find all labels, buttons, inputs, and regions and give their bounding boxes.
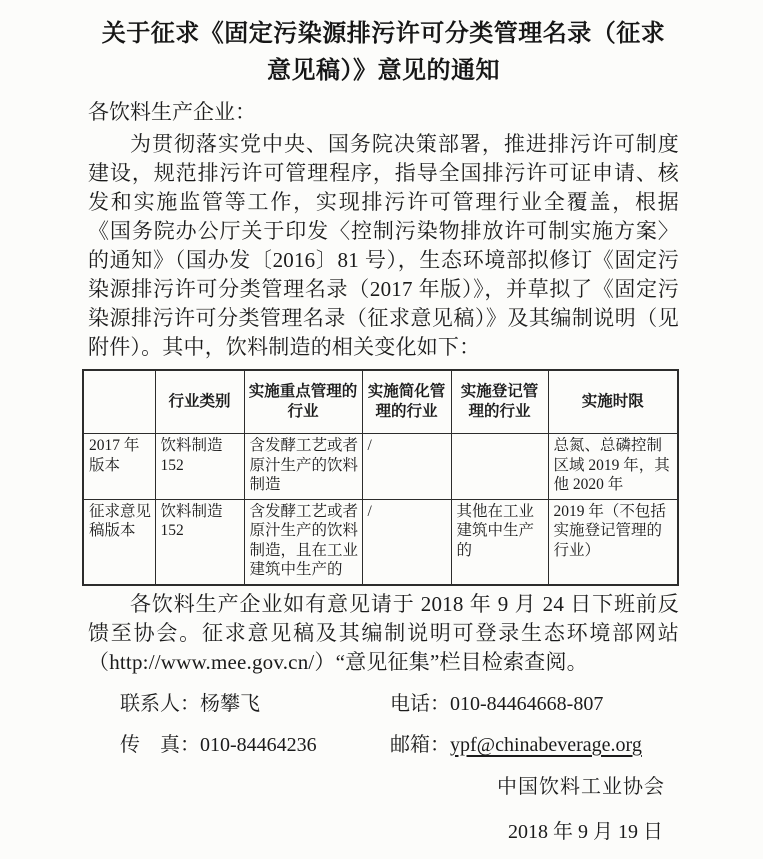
table-row [83, 434, 678, 500]
table-cell: 含发酵工艺或者原汁生产的饮料制造 [244, 434, 362, 500]
contact-fax [120, 731, 390, 759]
contact-fax-value: 010-84464236 [200, 733, 317, 756]
contact-info [88, 690, 679, 759]
table-header-row [83, 370, 678, 434]
contact-person [120, 690, 390, 718]
salutation: 各饮料生产企业： [88, 100, 256, 124]
contact-email [390, 731, 642, 759]
table-header-industry-category: 行业类别 [155, 370, 244, 434]
table-header-key-management: 实施重点管理的行业 [244, 370, 362, 434]
table-cell: / [362, 499, 451, 585]
email-link: ypf@chinabeverage.org [450, 733, 642, 756]
signature-org: 中国饮料工业协会 [497, 775, 665, 798]
contact-row-1 [88, 690, 679, 718]
table-cell: 饮料制造 152 [155, 499, 244, 585]
signature-date: 2018 年 9 月 19 日 [508, 820, 663, 843]
table-cell [451, 434, 548, 500]
table-cell: 含发酵工艺或者原汁生产的饮料制造，且在工业建筑中生产的 [244, 499, 362, 585]
feedback-paragraph: 各饮料生产企业如有意见请于 2018 年 9 月 24 日下班前反馈至协会。征求意见稿及其编制说明可登录生态环境部网站（http://www.mee.gov.cn/）“意见征集”栏目检索查阅。 [88, 591, 679, 674]
contact-person-value: 杨攀飞 [200, 692, 260, 715]
title-line-2: 意见稿）》意见的通知 [267, 58, 500, 84]
intro-paragraph: 为贯彻落实党中央、国务院决策部署，推进排污许可制度建设，规范排污许可管理程序，指导全国排污许可证申请、核发和实施监管等工作，实现排污许可管理行业全覆盖，根据《国务院办公厅关于印发〈控制污染物排放许可制实施方案〉的通知》（国办发〔2016〕81 号），生态环境部拟修订《固定污染源排污许可分类管理名录（2017 年版）》，并草拟了《固定污染源排污许可分类管理名录（征求意见稿）》及其编制说明（见附件）。其中，饮料制造的相关变化如下： [88, 132, 679, 359]
table-cell: 2019 年（不包括实施登记管理的行业） [548, 499, 678, 585]
table-header-version [83, 370, 155, 434]
table-header-registration-management: 实施登记管理的行业 [451, 370, 548, 434]
title-line-1: 关于征求《固定污染源排污许可分类管理名录（征求 [101, 21, 666, 47]
table-header-implementation-deadline: 实施时限 [548, 370, 678, 434]
contact-phone-value: 010-84464668-807 [450, 692, 604, 715]
comparison-table [82, 369, 679, 586]
table-row [83, 499, 678, 585]
table-cell: / [362, 434, 451, 500]
contact-phone [390, 690, 603, 718]
contact-person-label: 联系人： [120, 692, 200, 715]
table-cell: 饮料制造 152 [155, 434, 244, 500]
contact-phone-label: 电话： [390, 692, 450, 715]
contact-row-2 [88, 731, 679, 759]
document-title [88, 16, 679, 90]
table-cell: 2017 年版本 [83, 434, 155, 500]
table-cell: 征求意见稿版本 [83, 499, 155, 585]
table-header-simplified-management: 实施简化管理的行业 [362, 370, 451, 434]
contact-fax-label: 传 真： [120, 733, 200, 756]
table-cell: 其他在工业建筑中生产的 [451, 499, 548, 585]
table-cell: 总氮、总磷控制区域 2019 年，其他 2020 年 [548, 434, 678, 500]
contact-email-label: 邮箱： [390, 733, 450, 756]
